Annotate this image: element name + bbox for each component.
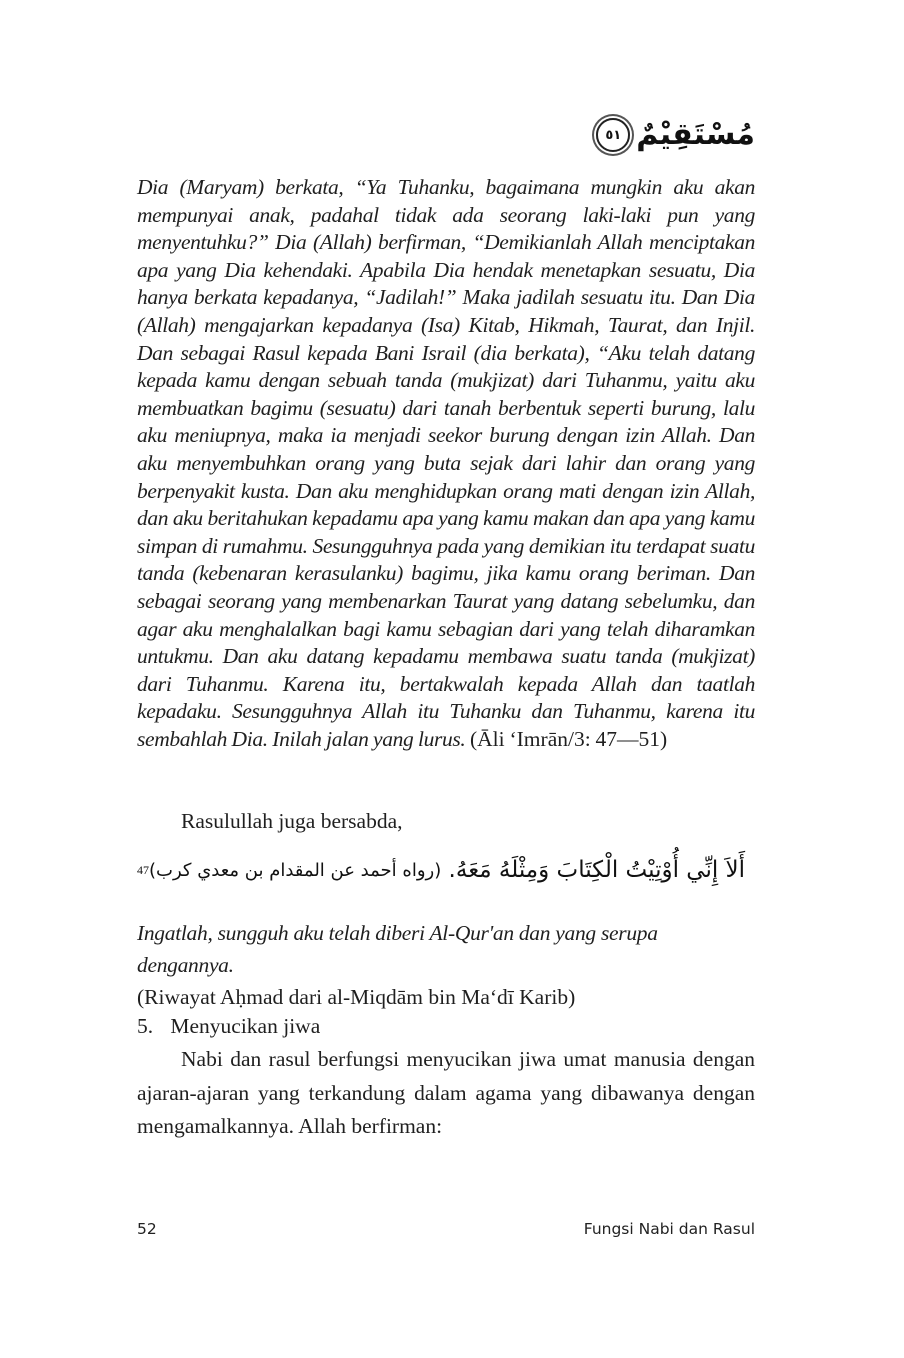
hadith-translation [137, 917, 755, 1013]
page-number: 52 [137, 1220, 157, 1238]
ayah-number: ٥١ [605, 127, 622, 143]
hadith-arabic-text: أَلاَ إِنِّي أُوْتِيْتُ الْكِتَابَ وَمِثْلَهُ مَعَهُ. [448, 857, 746, 883]
section-heading [137, 1009, 320, 1043]
quran-reference: (Āli ‘Imrān/3: 47—51) [469, 726, 668, 751]
hadith-arabic [137, 840, 755, 900]
ayah-number-marker-icon [596, 118, 630, 152]
hadith-translation-text: Ingatlah, sungguh aku telah diberi Al-Qur'an dan yang serupa dengannya. [137, 921, 658, 977]
section-number: 5. [137, 1014, 154, 1038]
section-title: Menyucikan jiwa [170, 1014, 321, 1038]
rasul-intro: Rasulullah juga bersabda, [181, 809, 403, 833]
hadith-narration: (Riwayat Aḥmad dari al-Miqdām bin Ma‘dī Karib) [137, 985, 576, 1009]
footnote-marker[interactable]: 47 [137, 862, 149, 877]
quran-translation-text: Dia (Maryam) berkata, “Ya Tuhanku, bagaimana mungkin aku akan mempunyai anak, padahal tidak ada seorang laki-laki pun yang menyentuhku?” Dia (Allah) berfirman, “Demikianlah Allah menciptakan apa yang Dia kehendaki. Apabila Dia hendak menetapkan sesuatu, Dia hanya berkata kepadanya, “Jadilah!” Maka jadilah sesuatu itu. Dan Dia (Allah) mengajarkan kepadanya (Isa) Kitab, Hikmah, Taurat, dan Injil. Dan sebagai Rasul kepada Bani Israil (dia berkata), “Aku telah datang kepada kamu dengan sebuah tanda (mukjizat) dari Tuhanmu, yaitu aku membuatkan bagimu (sesuatu) dari tanah berbentuk seperti burung, lalu aku meniupnya, maka ia menjadi seekor burung dengan izin Allah. Dan aku menyembuhkan orang yang buta sejak dari lahir dan orang yang berpenyakit kusta. Dan aku menghidupkan orang mati dengan izin Allah, dan aku beritahukan kepadamu apa yang kamu makan dan apa yang kamu simpan di rumahmu. Sesungguhnya pada yang demikian itu terdapat suatu tanda (kebenaran kerasulanku) bagimu, jika kamu orang beriman. Dan sebagai seorang yang membenarkan Taurat yang datang sebelumku, dan agar aku menghalalkan bagi kamu sebagian dari yang telah diharamkan untukmu. Dan aku datang kepadamu membawa suatu tanda (mukjizat) dari Tuhanmu. Karena itu, bertakwalah kepada Allah dan taatlah kepadaku. Sesungguhnya Allah itu Tuhanku dan Tuhanmu, karena itu sembahlah Dia. Inilah jalan yang lurus. [137, 175, 755, 751]
section-paragraph: Nabi dan rasul berfungsi menyucikan jiwa umat manusia dengan ajaran-ajaran yang terkandung dalam agama yang dibawanya dengan mengamalkannya. Allah berfirman: [137, 1047, 755, 1138]
running-title: Fungsi Nabi dan Rasul [583, 1220, 755, 1238]
book-page [137, 0, 755, 1358]
ayah-end-word: مُسْتَقِيْمٌ [636, 117, 755, 152]
quran-translation [137, 174, 755, 753]
ayah-end-header [596, 110, 755, 160]
page-footer [137, 1220, 755, 1238]
hadith-arabic-source: (رواه أحمد عن المقدام بن معدي كرب) [149, 859, 442, 881]
